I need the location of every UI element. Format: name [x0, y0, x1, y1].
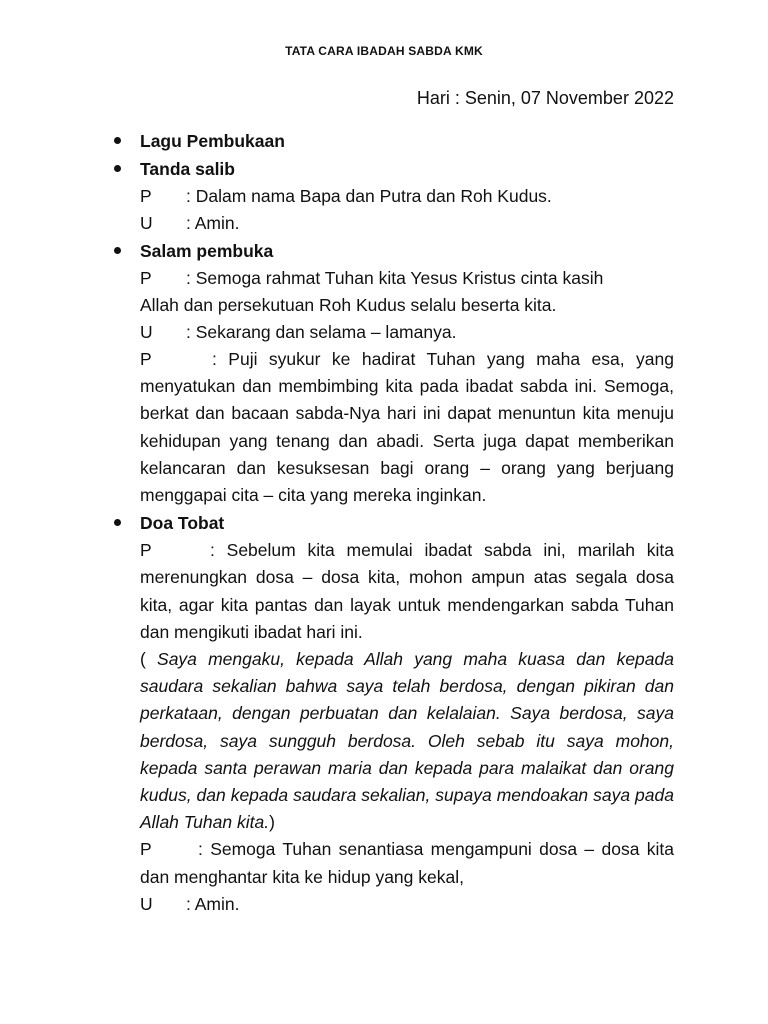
speaker-label: P — [140, 839, 152, 860]
dialog-text: : Sebelum kita memulai ibadat sabda ini, marilah kita merenungkan dosa – dosa kita, mohon ampun atas segala dosa kita, agar kita pantas dan layak untuk mendengarkan sabda Tuhan dan mengikuti ibadat hari ini. — [140, 540, 674, 642]
section-heading-tanda-salib — [108, 155, 674, 183]
document-date: Hari : Senin, 07 November 2022 — [416, 88, 674, 108]
dialog-line — [140, 891, 674, 918]
section-heading-doa-tobat — [108, 509, 674, 537]
heading-text: Lagu Pembukaan — [140, 131, 285, 151]
prayer-close: ) — [269, 812, 275, 833]
dialog-text: : Dalam nama Bapa dan Putra dan Roh Kudus. — [186, 186, 552, 206]
section-body-tanda-salib — [108, 183, 674, 237]
bullet-icon — [114, 137, 121, 144]
heading-text: Tanda salib — [140, 159, 235, 179]
section-heading-lagu — [108, 127, 674, 155]
heading-text: Salam pembuka — [140, 241, 274, 261]
speaker-label: P — [140, 349, 152, 369]
dialog-line — [140, 265, 674, 292]
bullet-icon — [114, 247, 121, 254]
speaker-label: U — [140, 893, 153, 914]
document-title: TATA CARA IBADAH SABDA KMK — [285, 44, 483, 58]
dialog-line-continued: Allah dan persekutuan Roh Kudus selalu beserta kita. — [140, 295, 557, 315]
section-body-salam-pembuka — [108, 265, 674, 509]
bullet-icon — [114, 519, 121, 526]
prayer-open: ( — [140, 649, 158, 670]
prayer-text: Saya mengaku, kepada Allah yang maha kuasa dan kepada saudara sekalian bahwa saya telah berdosa, dengan pikiran dan perkataan, dengan perbuatan dan kelalaian. Saya berdosa, saya berdosa, saya sungguh berdosa. Oleh sebab itu saya mohon, kepada santa perawan maria dan kepada para malaikat dan orang kudus, dan kepada saudara sekalian, supaya mendoakan saya pada Allah Tuhan kita. — [140, 649, 674, 833]
dialog-text: : Amin. — [186, 893, 240, 914]
speaker-label: P — [140, 186, 152, 206]
document-body — [108, 127, 674, 918]
dialog-line — [140, 319, 674, 346]
dialog-line — [140, 210, 674, 237]
bullet-icon — [114, 165, 121, 172]
speaker-label: U — [140, 213, 153, 233]
speaker-label: P — [140, 268, 152, 288]
speaker-label: P — [140, 540, 152, 561]
section-heading-salam-pembuka — [108, 237, 674, 265]
heading-text: Doa Tobat — [140, 513, 225, 534]
dialog-text: : Semoga Tuhan senantiasa mengampuni dosa – dosa kita dan menghantar kita ke hidup yang kekal, — [140, 839, 674, 887]
dialog-paragraph — [140, 346, 674, 509]
dialog-text: : Sekarang dan selama – lamanya. — [186, 322, 457, 342]
dialog-text: : Puji syukur ke hadirat Tuhan yang maha esa, yang menyatukan dan membimbing kita pada ibadat sabda ini. Semoga, berkat dan bacaan sabda-Nya hari ini dapat menuntun kita menuju kehidupan yang tenang dan abadi. Serta juga dapat memberikan kelancaran dan kesuksesan bagi orang – orang yang berjuang menggapai cita – cita yang mereka inginkan. — [140, 349, 674, 506]
dialog-text: : Amin. — [186, 213, 240, 233]
dialog-line — [140, 183, 674, 210]
section-body-doa-tobat — [108, 537, 674, 918]
dialog-text: : Semoga rahmat Tuhan kita Yesus Kristus cinta kasih — [186, 268, 604, 288]
speaker-label: U — [140, 322, 153, 342]
dialog-paragraph — [140, 537, 674, 646]
dialog-paragraph — [140, 836, 674, 890]
prayer-paragraph — [140, 646, 674, 836]
